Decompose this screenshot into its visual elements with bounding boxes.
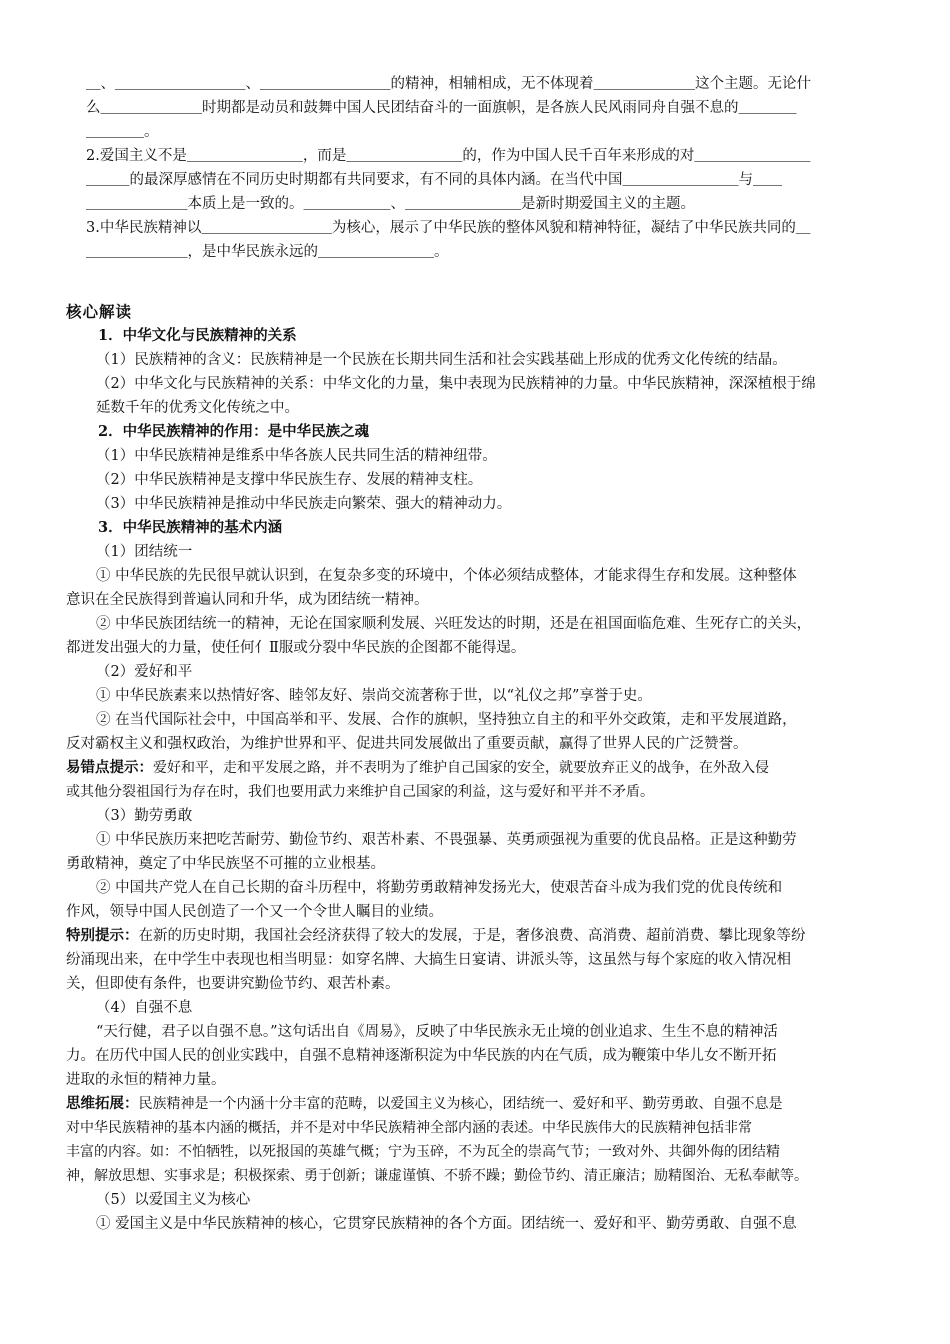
- body-line: [66, 588, 896, 612]
- line-text: 3．中华民族精神的基术内涵: [98, 519, 283, 536]
- fill-in-line: 么＿＿＿＿＿＿＿时期都是动员和鼓舞中国人民团结奋斗的一面旗帜，是各族人民风雨同舟自强不息的＿＿＿＿: [86, 100, 797, 116]
- subheading: [66, 420, 896, 444]
- note-line: [66, 756, 896, 780]
- line-text: （3）中华民族精神是推动中华民族走向繁荣、强大的精神动力。: [96, 496, 512, 512]
- body-line: [66, 468, 896, 492]
- body-line: [66, 684, 896, 708]
- line-text: （2）爱好和平: [96, 664, 193, 680]
- line-text: 纷涌现出来，在中学生中表现也相当明显：如穿名牌、大搞生日宴请、讲派头等，这虽然与每个家庭的收入情况相: [66, 952, 791, 968]
- line-text: （2）中华民族精神是支撑中华民族生存、发展的精神支柱。: [96, 472, 483, 488]
- body-line: [66, 396, 896, 420]
- line-text: （3）勤劳勇敢: [96, 808, 193, 824]
- line-text: 2．中华民族精神的作用：是中华民族之魂: [98, 423, 370, 440]
- body-line: [66, 540, 896, 564]
- line-text: 力。在历代中国人民的创业实践中，自强不息精神逐渐积淀为中华民族的内在气质，成为鞭策中华儿女不断开拓: [66, 1048, 777, 1064]
- body-line: [66, 492, 896, 516]
- line-text: 进取的永恒的精神力量。: [66, 1072, 226, 1088]
- fill-in-line: ＿＿＿＿＿＿＿本质上是一致的。＿＿＿＿＿＿、＿＿＿＿＿＿＿＿是新时期爱国主义的主题。: [86, 196, 695, 212]
- core-reading-section: [66, 324, 896, 1236]
- body-line: [66, 612, 896, 636]
- body-line: [66, 348, 896, 372]
- note-line: [66, 1092, 896, 1116]
- subheading: [66, 516, 896, 540]
- fill-in-line: 3.中华民族精神以＿＿＿＿＿＿＿＿＿为核心，展示了中华民族的整体风貌和精神特征，凝结了中华民族共同的＿: [86, 220, 811, 236]
- line-text: ① 中华民族历来把吃苦耐劳、勤俭节约、艰苦朴素、不畏强暴、英勇顽强视为重要的优良品格。正是这种勤劳: [96, 832, 797, 848]
- note-line: [66, 1164, 896, 1188]
- line-text: ② 在当代国际社会中，中国高举和平、发展、合作的旗帜，坚持独立自主的和平外交政策，走和平发展道路，: [96, 712, 797, 728]
- line-text: 都迸发出强大的力量，使任何亻Ⅱ服或分裂中华民族的企图都不能得逞。: [66, 640, 526, 656]
- fill-in-line: 2.爱国主义不是＿＿＿＿＿＿＿＿，而是＿＿＿＿＿＿＿＿的，作为中国人民千百年来形成的对＿＿＿＿＿＿＿＿: [86, 148, 811, 164]
- note-line: [66, 1140, 896, 1164]
- body-line: [66, 948, 896, 972]
- body-line: [66, 924, 896, 948]
- line-text: 1．中华文化与民族精神的关系: [98, 327, 297, 344]
- line-text: （1）中华民族精神是维系中华各族人民共同生活的精神纽带。: [96, 448, 497, 464]
- line-text: 丰富的内容。如：不怕牺牲，以死报国的英雄气概；宁为玉碎，不为瓦全的崇高气节；一致对外、共御外侮的团结精: [66, 1144, 780, 1160]
- line-text: ② 中华民族团结统一的精神，无论在国家顺利发展、兴旺发达的时期，还是在祖国面临危难、生死存亡的关头，: [96, 616, 812, 632]
- body-line: [66, 444, 896, 468]
- body-line: [66, 828, 896, 852]
- line-text: 作风，领导中国人民创造了一个又一个令世人瞩目的业绩。: [66, 904, 443, 920]
- line-text: 民族精神是一个内涵十分丰富的范畴，以爱国主义为核心，团结统一、爱好和平、勤劳勇敢、自强不息是: [138, 1096, 783, 1112]
- line-text: 在新的历史时期，我国社会经济获得了较大的发展，于是，奢侈浪费、高消费、超前消费、攀比现象等纷: [138, 928, 806, 944]
- body-line: [66, 708, 896, 732]
- body-line: [66, 996, 896, 1020]
- line-text: （1）民族精神的含义：民族精神是一个民族在长期共同生活和社会实践基础上形成的优秀文化传统的结晶。: [96, 352, 787, 368]
- line-text: ① 爱国主义是中华民族精神的核心，它贯穿民族精神的各个方面。团结统一、爱好和平、勤劳勇敢、自强不息: [96, 1216, 797, 1232]
- fill-in-line: ＿＿＿的最深厚感情在不同历史时期都有共同要求，有不同的具体内涵。在当代中国＿＿＿＿＿＿＿＿与＿＿: [86, 172, 782, 188]
- fill-in-line: ＿＿＿＿。: [86, 124, 159, 140]
- fill-in-line: ＿＿＿＿＿＿＿，是中华民族永远的＿＿＿＿＿＿＿＿。: [86, 244, 449, 260]
- body-line: [66, 804, 896, 828]
- body-line: [66, 732, 896, 756]
- note-line: [66, 780, 896, 804]
- subheading: [66, 324, 896, 348]
- note-label: 特别提示：: [66, 928, 139, 944]
- line-text: ① 中华民族素来以热情好客、睦邻友好、崇尚交流著称于世，以“礼仪之邦”享誉于史。: [96, 688, 652, 704]
- note-label: 思维拓展：: [66, 1096, 139, 1112]
- body-line: [66, 564, 896, 588]
- body-line: [66, 972, 896, 996]
- line-text: 或其他分裂祖国行为存在时，我们也要用武力来维护自己国家的利益，这与爱好和平并不矛盾。: [66, 784, 654, 800]
- fill-in-blanks-section: [86, 72, 886, 264]
- line-text: 反对霸权主义和强权政治，为维护世界和平、促进共同发展做出了重要贡献，赢得了世界人民的广泛赞誉。: [66, 736, 748, 752]
- line-text: 勇敢精神，奠定了中华民族坚不可摧的立业根基。: [66, 856, 385, 872]
- line-text: （5）以爱国主义为核心: [96, 1192, 251, 1208]
- body-line: [66, 1188, 896, 1212]
- note-label: 易错点提示：: [66, 760, 153, 776]
- fill-in-line: ＿、＿＿＿＿＿＿＿＿＿、＿＿＿＿＿＿＿＿＿的精神，相辅相成，无不体现着＿＿＿＿＿＿＿这个主题。无论什: [86, 76, 811, 92]
- section-title: 核心解读: [66, 302, 133, 321]
- body-line: [66, 1020, 896, 1044]
- body-line: [66, 372, 896, 396]
- line-text: 爱好和平，走和平发展之路，并不表明为了维护自己国家的安全，就要放弃正义的战争，在外敌入侵: [153, 760, 769, 776]
- line-text: 对中华民族精神的基本内涵的概括，并不是对中华民族精神全部内涵的表述。中华民族伟大的民族精神包括非常: [66, 1120, 752, 1136]
- line-text: （2）中华文化与民族精神的关系：中华文化的力量，集中表现为民族精神的力量。中华民族精神，深深植根于绵: [96, 376, 816, 392]
- line-text: 神，解放思想、实事求是；积极探索、勇于创新；谦虚谨慎、不骄不躁；勤俭节约、清正廉洁；励精图治、无私奉献等。: [66, 1168, 808, 1184]
- body-line: [66, 876, 896, 900]
- body-line: [66, 660, 896, 684]
- line-text: “天行健，君子以自强不息。”这句话出自《周易》，反映了中华民族永无止境的创业追求、生生不息的精神活: [96, 1024, 778, 1040]
- body-line: [66, 1212, 896, 1236]
- line-text: ② 中国共产党人在自己长期的奋斗历程中，将勤劳勇敢精神发扬光大，使艰苦奋斗成为我们党的优良传统和: [96, 880, 783, 896]
- body-line: [66, 852, 896, 876]
- body-line: [66, 1068, 896, 1092]
- line-text: 关，但即使有条件，也要讲究勤俭节约、艰苦朴素。: [66, 976, 400, 992]
- line-text: 延数千年的优秀文化传统之中。: [96, 400, 299, 416]
- line-text: （4）自强不息: [96, 1000, 193, 1016]
- body-line: [66, 1044, 896, 1068]
- line-text: （1）团结统一: [96, 544, 193, 560]
- line-text: ① 中华民族的先民很早就认识到，在复杂多变的环境中，个体必须结成整体，才能求得生存和发展。这种整体: [96, 568, 797, 584]
- body-line: [66, 636, 896, 660]
- note-line: [66, 1116, 896, 1140]
- line-text: 意识在全民族得到普遍认同和升华，成为团结统一精神。: [66, 592, 429, 608]
- body-line: [66, 900, 896, 924]
